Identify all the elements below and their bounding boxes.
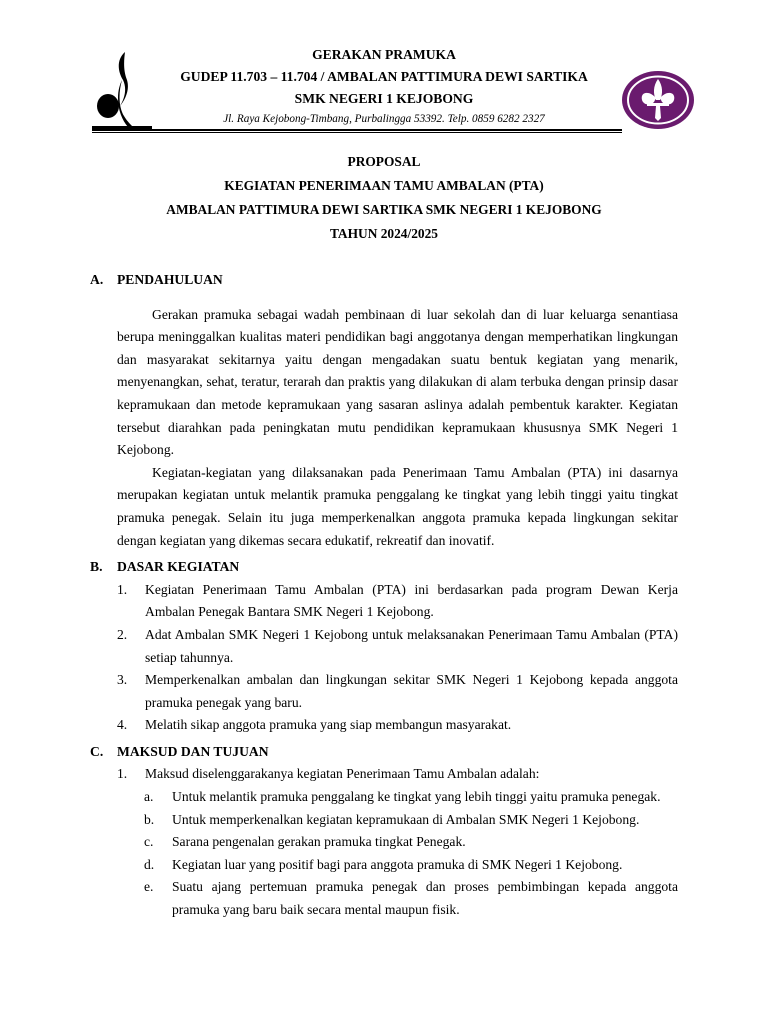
sub-list-item: a. Untuk melantik pramuka penggalang ke tingkat yang lebih tinggi yaitu pramuka penegak. — [144, 789, 661, 805]
org-name: GERAKAN PRAMUKA — [312, 47, 456, 62]
gudep-line: GUDEP 11.703 – 11.704 / AMBALAN PATTIMURA DEWI SARTIKA — [180, 69, 588, 84]
letterhead — [150, 44, 618, 127]
paragraph: Gerakan pramuka sebagai wadah pembinaan di luar sekolah dan di luar keluarga senantiasa berupa meninggalkan kualitas materi pendidikan bagi anggotanya dengan memperhatikan lingkungan dan masyarakat sekitarnya yaitu dengan mengadakan suatu bentuk kegiatan yang menarik, menyenangkan, sehat, teratur, terarah dan praktis yang dilakukan di alam terbuka dengan prinsip dasar kepramukaan dan metode kepramukaan yang sasaran aslinya adalah pembentuk karakter. Kegiatan tersebut diarahkan pada peningkatan mutu pendidikan kepramukaan khususnya SMK Negeri 1 Kejobong. — [117, 306, 678, 458]
header-rule-thin — [92, 132, 622, 133]
sub-list-item: b. Untuk memperkenalkan kegiatan kepramukaan di Ambalan SMK Negeri 1 Kejobong. — [144, 811, 640, 827]
sub-list-item: c. Sarana pengenalan gerakan pramuka tingkat Penegak. — [144, 834, 466, 850]
section-heading-maksud-tujuan: C. MAKSUD DAN TUJUAN — [90, 743, 269, 759]
list-item: 2. Adat Ambalan SMK Negeri 1 Kejobong untuk melaksanakan Penerimaan Tamu Ambalan (PTA) setiap tahunnya. — [117, 626, 678, 665]
sub-list-item: e. Suatu ajang pertemuan pramuka penegak dan proses pembimbingan kepada anggota pramuka yang baru baik secara mental maupun fisik. — [144, 879, 678, 918]
list-item: 1. Maksud diselenggarakanya kegiatan Penerimaan Tamu Ambalan adalah: — [117, 766, 540, 782]
title-line: PROPOSAL — [347, 154, 421, 169]
proposal-title-block — [90, 150, 678, 246]
document-body — [90, 265, 678, 922]
list-item: 3. Memperkenalkan ambalan dan lingkungan sekitar SMK Negeri 1 Kejobong kepada anggota pramuka penegak yang baru. — [117, 672, 678, 710]
sub-list-item: d. Kegiatan luar yang positif bagi para anggota pramuka di SMK Negeri 1 Kejobong. — [144, 856, 623, 872]
title-line: KEGIATAN PENERIMAAN TAMU AMBALAN (PTA) — [224, 178, 544, 193]
address-line: Jl. Raya Kejobong-Timbang, Purbalingga 53392. Telp. 0859 6282 2327 — [223, 113, 545, 125]
tunas-kelapa-logo — [92, 50, 152, 130]
school-name: SMK NEGERI 1 KEJOBONG — [294, 91, 474, 106]
wosm-emblem — [621, 70, 695, 130]
title-line: AMBALAN PATTIMURA DEWI SARTIKA SMK NEGERI 1 KEJOBONG — [166, 202, 602, 217]
header-rule-thick — [92, 129, 622, 131]
section-heading-dasar-kegiatan: B. DASAR KEGIATAN — [90, 559, 240, 575]
list-item: 1. Kegiatan Penerimaan Tamu Ambalan (PTA) ini berdasarkan pada program Dewan Kerja Ambalan Penegak Bantara SMK Negeri 1 Kejobong. — [117, 581, 678, 620]
section-heading-pendahuluan: A. PENDAHULUAN — [90, 272, 223, 287]
title-line: TAHUN 2024/2025 — [330, 226, 438, 241]
list-item: 4. Melatih sikap anggota pramuka yang siap membangun masyarakat. — [117, 717, 512, 733]
paragraph: Kegiatan-kegiatan yang dilaksanakan pada Penerimaan Tamu Ambalan (PTA) ini dasarnya merupakan kegiatan untuk melantik pramuka penggalang ke tingkat yang lebih tinggi yaitu tingkat pramuka penegak. Selain itu juga memperkenalkan anggota pramuka kepada lingkungan sekitar dengan kegiatan yang dikemas secara edukatif, rekreatif dan inovatif. — [117, 464, 678, 548]
